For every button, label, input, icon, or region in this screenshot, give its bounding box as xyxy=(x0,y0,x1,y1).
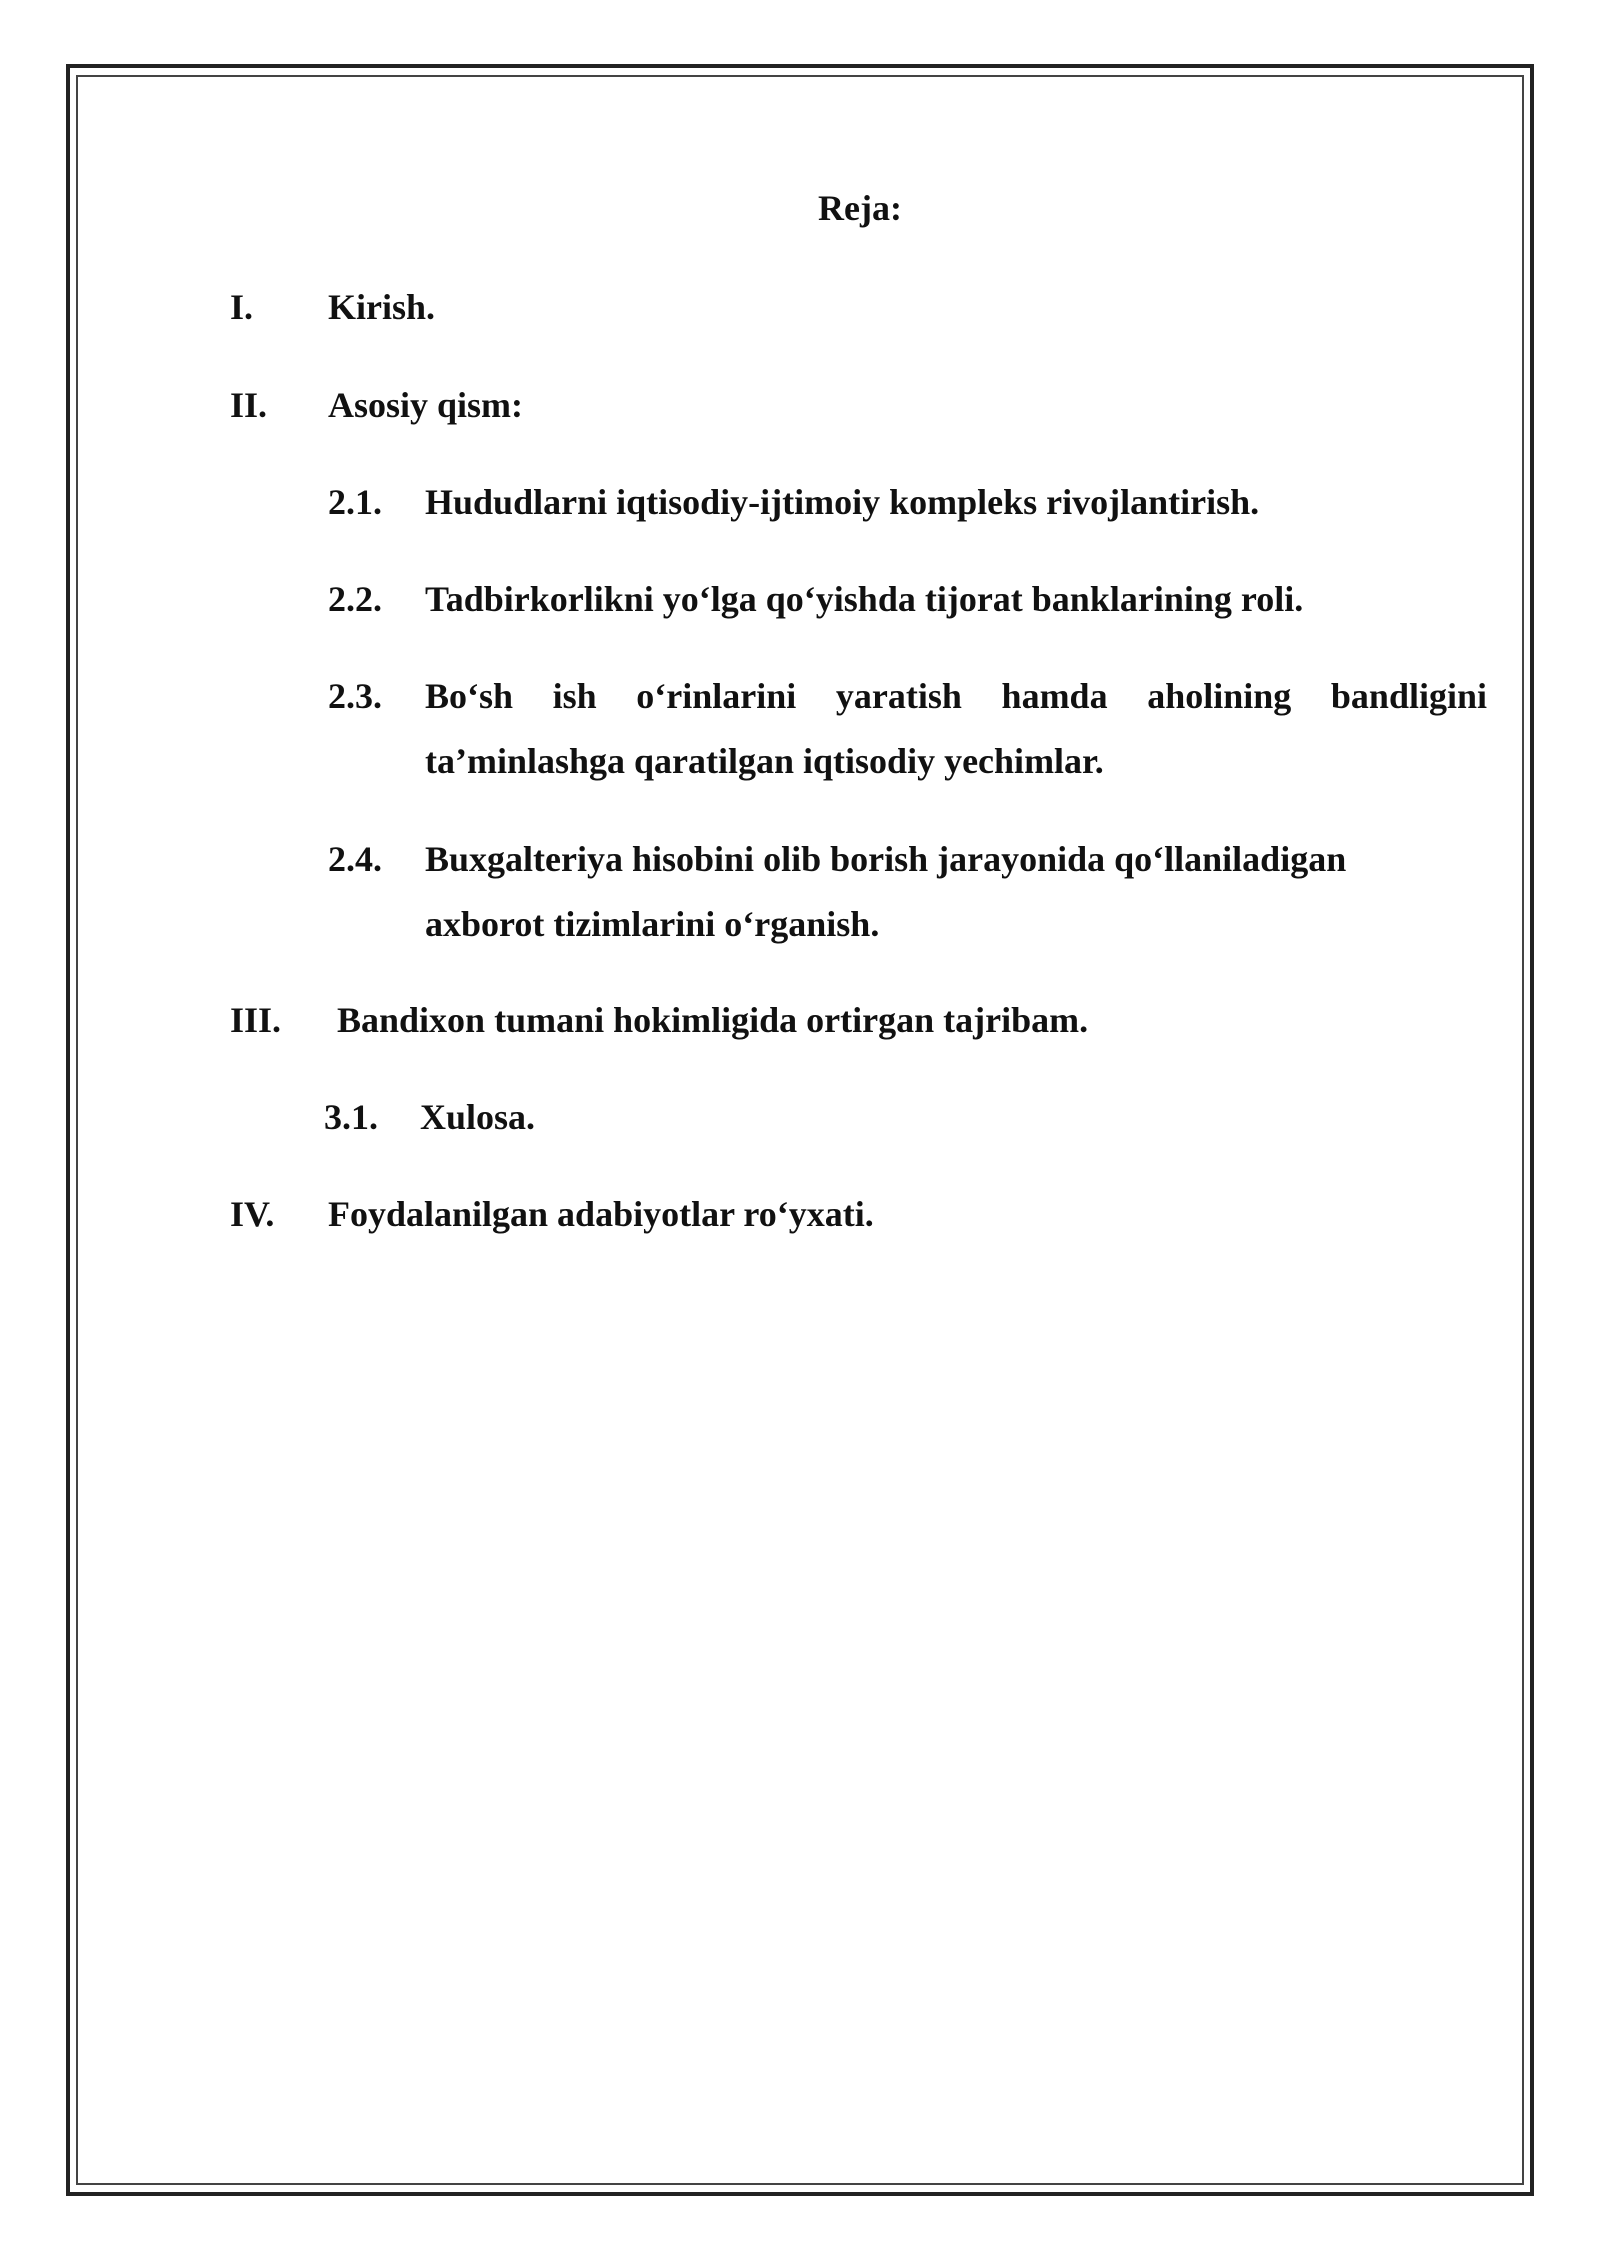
item-number: 3.1. xyxy=(324,1097,378,1137)
item-text-line: axborot tizimlarini o‘rganish. xyxy=(425,904,880,944)
item-number: IV. xyxy=(230,1194,275,1234)
item-text-line: ta’minlashga qaratilgan iqtisodiy yechimlar. xyxy=(425,741,1104,781)
item-text-line: Bo‘sh ish o‘rinlarini yaratish hamda aholining bandligini xyxy=(425,676,1487,716)
item-text: Xulosa. xyxy=(420,1097,536,1137)
item-text: Tadbirkorlikni yo‘lga qo‘yishda tijorat banklarining roli. xyxy=(425,579,1304,619)
item-number: III. xyxy=(230,1000,282,1040)
item-number: I. xyxy=(230,287,254,327)
item-number: 2.3. xyxy=(328,676,382,716)
item-text xyxy=(425,671,1487,786)
item-number: 2.2. xyxy=(328,579,382,619)
item-text: Kirish. xyxy=(328,287,436,327)
item-text: Foydalanilgan adabiyotlar ro‘yxati. xyxy=(328,1194,874,1234)
item-number: 2.4. xyxy=(328,839,382,879)
item-number: 2.1. xyxy=(328,482,382,522)
item-text: Hududlarni iqtisodiy-ijtimoiy kompleks rivojlantirish. xyxy=(425,482,1260,522)
item-text xyxy=(425,834,1487,949)
page-title: Reja: xyxy=(818,188,902,228)
item-number: II. xyxy=(230,385,268,425)
item-text: Asosiy qism: xyxy=(328,385,524,425)
item-text-line: Buxgalteriya hisobini olib borish jarayonida qo‘llaniladigan xyxy=(425,839,1347,879)
item-text: Bandixon tumani hokimligida ortirgan tajribam. xyxy=(337,1000,1089,1040)
